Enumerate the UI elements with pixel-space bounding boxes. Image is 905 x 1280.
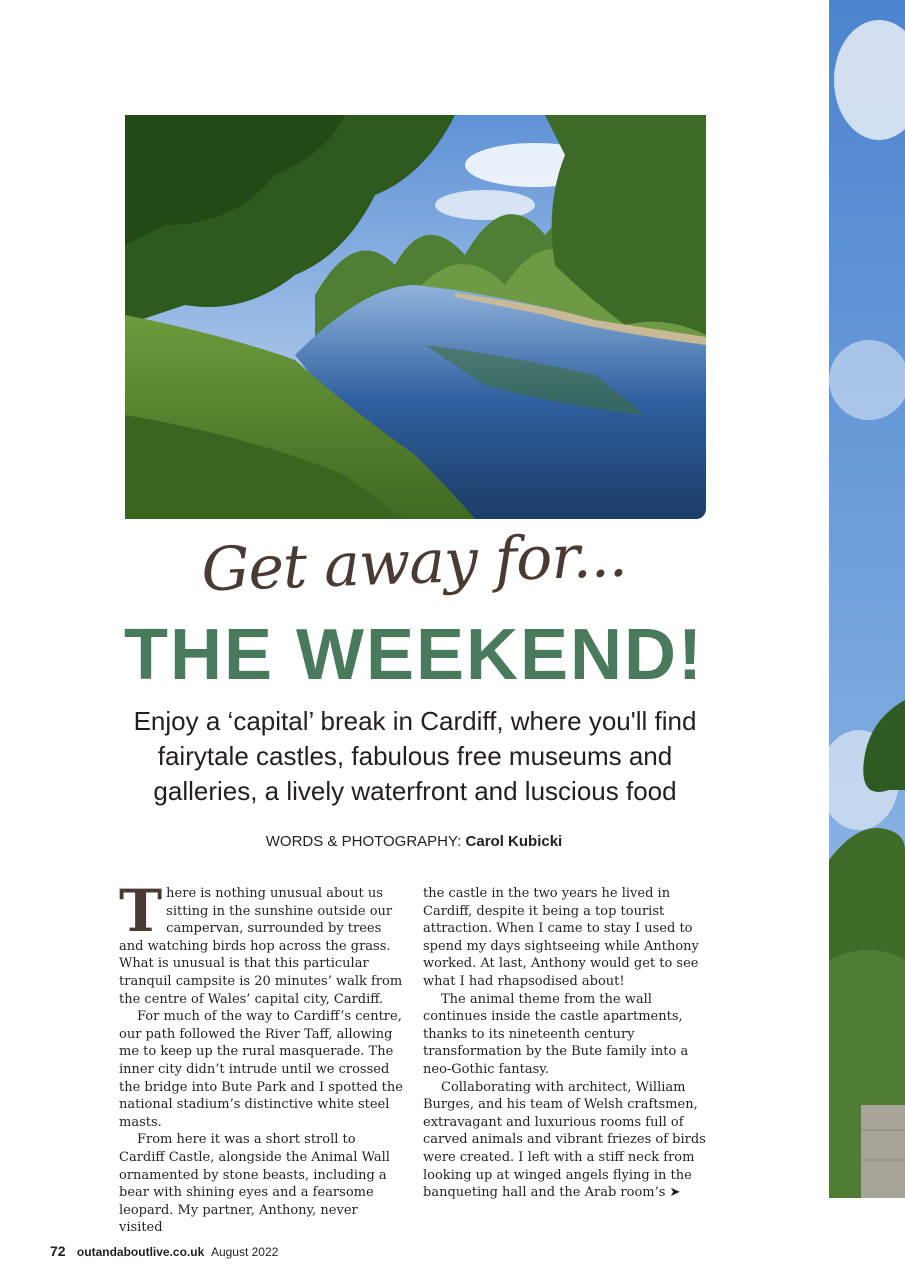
- paragraph: the castle in the two years he lived in Cardiff, despite it being a top tourist attraction. When I came to stay I used to spend my days sightseeing while Anthony worked. At last, Anthony would get to see what I had rhapsodised about!: [423, 886, 699, 989]
- byline: [0, 833, 828, 850]
- hero-photo: [125, 115, 706, 519]
- paragraph-text: here is nothing unusual about us sitting in the sunshine outside our campervan, surrounded by trees and watching birds hop across the grass. What is unusual is that this particular tranquil campsite is 20 minutes’ walk from the centre of Wales’ capital city, Cardiff.: [119, 886, 403, 1007]
- website: outandaboutlive.co.uk: [76, 1245, 205, 1259]
- page-number: 72: [50, 1243, 66, 1259]
- paragraph: The animal theme from the wall continues inside the castle apartments, thanks to its nineteenth century transformation by the Bute family into a neo-Gothic fantasy.: [423, 991, 689, 1077]
- drop-cap: T: [119, 877, 163, 945]
- adjacent-page-photo: [829, 0, 905, 1198]
- issue-date: August 2022: [210, 1245, 279, 1259]
- paragraph: [119, 877, 403, 1008]
- sky-trees-image: [829, 0, 905, 1198]
- body-column-1: [119, 877, 403, 1237]
- page-title: THE WEEKEND!: [124, 615, 704, 695]
- body-column-2: [423, 885, 707, 1202]
- page-footer: [50, 1243, 278, 1259]
- paragraph: From here it was a short stroll to Cardiff Castle, alongside the Animal Wall ornamented by stone beasts, including a bear with shining eyes and a fearsome leopard. My partner, Anthony, never visited: [119, 1132, 390, 1236]
- paragraph: Collaborating with architect, William Burges, and his team of Welsh craftsmen, extravagant and luxurious rooms full of carved animals and vibrant friezes of birds were created. I left with a stiff neck from looking up at winged angels flying in the banqueting hall and the Arab room’s ➤: [423, 1079, 706, 1201]
- standfirst: Enjoy a ‘capital’ break in Cardiff, where you'll find fairytale castles, fabulous free museums and galleries, a lively waterfront and luscious food: [133, 706, 697, 806]
- kicker-script-title: Get away for...: [200, 520, 628, 606]
- byline-author: Carol Kubicki: [465, 833, 563, 850]
- byline-label: WORDS & PHOTOGRAPHY:: [265, 833, 462, 850]
- river-scene-image: [125, 115, 706, 519]
- paragraph: For much of the way to Cardiff’s centre, our path followed the River Taff, allowing me to keep up the rural masquerade. The inner city didn’t intrude until we crossed the bridge into Bute Park and I spotted the national stadium’s distinctive white steel masts.: [119, 1009, 403, 1130]
